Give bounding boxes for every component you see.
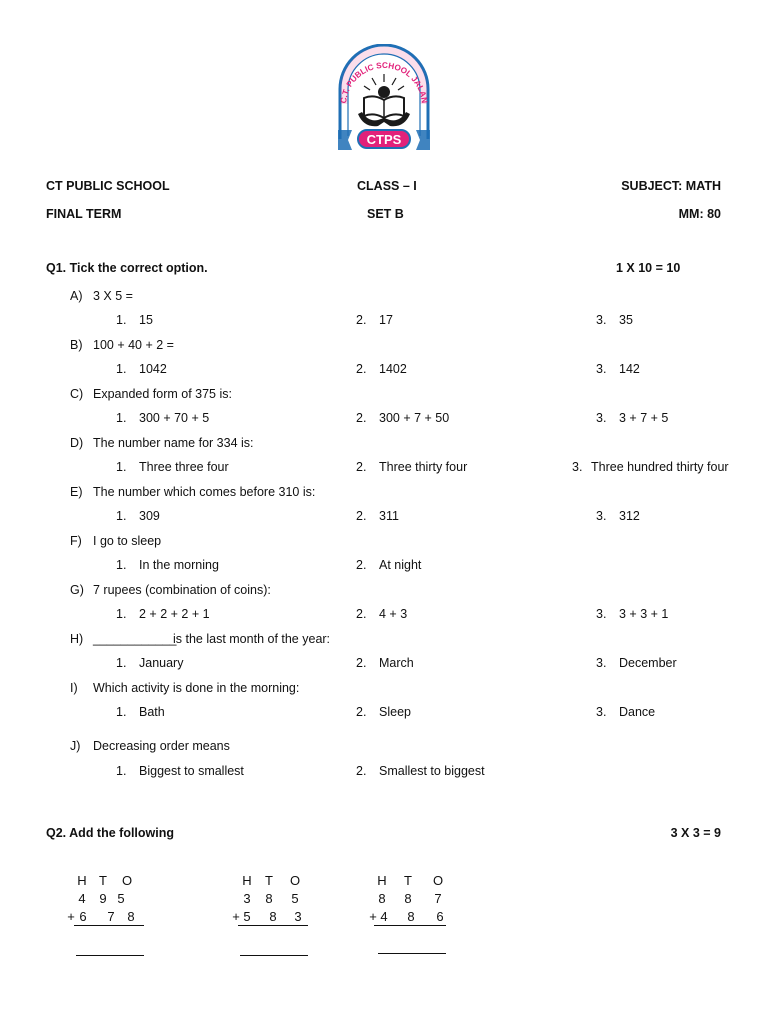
question-text: 100 + 40 + 2 = bbox=[93, 338, 174, 352]
option-text: 1042 bbox=[139, 362, 167, 376]
digit: 4 bbox=[78, 891, 86, 906]
option-number: 3. bbox=[596, 411, 607, 425]
question-letter: G) bbox=[70, 583, 84, 597]
question-letter: D) bbox=[70, 436, 84, 450]
digit: 8 bbox=[127, 909, 135, 924]
option-text: Three hundred thirty four bbox=[591, 460, 729, 474]
question-text: The number name for 334 is: bbox=[93, 436, 254, 450]
option-number: 3. bbox=[596, 509, 607, 523]
place-value-header: O bbox=[432, 873, 444, 888]
logo-arc-text: C.T. PUBLIC SCHOOL JALAN bbox=[339, 60, 429, 104]
question-text: I go to sleep bbox=[93, 534, 162, 548]
option-text: Bath bbox=[139, 705, 165, 719]
question-text: Decreasing order means bbox=[93, 739, 230, 753]
option-text: Three thirty four bbox=[379, 460, 468, 474]
digit: 6 bbox=[79, 909, 87, 924]
digit: 8 bbox=[407, 909, 415, 924]
question-text: is the last month of the year: bbox=[173, 632, 331, 646]
place-value-header: T bbox=[404, 873, 412, 888]
question-letter: F) bbox=[70, 534, 82, 548]
option-text: Smallest to biggest bbox=[379, 764, 485, 778]
option-number: 3. bbox=[596, 705, 607, 719]
question-letter: C) bbox=[70, 387, 84, 401]
place-value-header: T bbox=[99, 873, 107, 888]
question-letter: H) bbox=[70, 632, 84, 646]
option-text: December bbox=[619, 656, 677, 670]
digit: 9 bbox=[99, 891, 107, 906]
digit: 7 bbox=[434, 891, 442, 906]
digit: 8 bbox=[378, 891, 386, 906]
option-text: 300 + 7 + 50 bbox=[379, 411, 450, 425]
question-letter: I) bbox=[70, 681, 78, 695]
option-number: 2. bbox=[356, 764, 367, 778]
place-value-header: O bbox=[289, 873, 301, 888]
sum-line bbox=[74, 925, 144, 926]
option-number: 3. bbox=[596, 362, 607, 376]
option-text: 300 + 70 + 5 bbox=[139, 411, 210, 425]
q1-title: Q1. Tick the correct option. bbox=[46, 261, 208, 275]
digit: 6 bbox=[436, 909, 444, 924]
option-number: 1. bbox=[116, 656, 127, 670]
question-text: Which activity is done in the morning: bbox=[93, 681, 300, 695]
option-number: 3. bbox=[596, 656, 607, 670]
q1-marks: 1 X 10 = 10 bbox=[616, 261, 681, 275]
subject-label: SUBJECT: MATH bbox=[621, 179, 721, 193]
question-text: 3 X 5 = bbox=[93, 289, 133, 303]
option-number: 3. bbox=[596, 607, 607, 621]
option-text: 1402 bbox=[379, 362, 407, 376]
option-text: 309 bbox=[139, 509, 160, 523]
plus-sign: + bbox=[67, 909, 75, 924]
option-number: 2. bbox=[356, 313, 367, 327]
answer-line bbox=[240, 955, 308, 956]
option-number: 2. bbox=[356, 411, 367, 425]
ctps-crest-icon bbox=[334, 44, 434, 156]
question-letter: E) bbox=[70, 485, 83, 499]
option-text: At night bbox=[379, 558, 422, 572]
digit: 8 bbox=[404, 891, 412, 906]
option-number: 1. bbox=[116, 509, 127, 523]
option-number: 1. bbox=[116, 705, 127, 719]
answer-line bbox=[378, 953, 446, 954]
q2-title: Q2. Add the following bbox=[46, 826, 174, 840]
question-letter: J) bbox=[70, 739, 81, 753]
school-logo bbox=[334, 44, 434, 156]
option-text: 15 bbox=[139, 313, 153, 327]
option-number: 2. bbox=[356, 558, 367, 572]
option-text: March bbox=[379, 656, 414, 670]
option-number: 2. bbox=[356, 460, 367, 474]
question-letter: B) bbox=[70, 338, 83, 352]
option-text: 4 + 3 bbox=[379, 607, 408, 621]
option-number: 3. bbox=[596, 313, 607, 327]
max-marks-label: MM: 80 bbox=[678, 207, 721, 221]
plus-sign: + bbox=[369, 909, 377, 924]
option-number: 3. bbox=[572, 460, 583, 474]
place-value-header: H bbox=[242, 873, 252, 888]
option-number: 1. bbox=[116, 764, 127, 778]
digit: 5 bbox=[117, 891, 125, 906]
option-number: 1. bbox=[116, 362, 127, 376]
option-text: 3 + 7 + 5 bbox=[619, 411, 669, 425]
digit: 5 bbox=[291, 891, 299, 906]
digit: 3 bbox=[243, 891, 251, 906]
option-text: Dance bbox=[619, 705, 656, 719]
digit: 5 bbox=[243, 909, 251, 924]
digit: 4 bbox=[380, 909, 388, 924]
place-value-header: T bbox=[265, 873, 273, 888]
digit: 8 bbox=[265, 891, 273, 906]
option-text: 312 bbox=[619, 509, 640, 523]
logo-badge-text: CTPS bbox=[366, 132, 402, 147]
option-text: Sleep bbox=[379, 705, 411, 719]
option-text: Biggest to smallest bbox=[139, 764, 244, 778]
sum-line bbox=[374, 925, 446, 926]
option-number: 2. bbox=[356, 705, 367, 719]
option-number: 1. bbox=[116, 460, 127, 474]
answer-line bbox=[76, 955, 144, 956]
option-number: 1. bbox=[116, 411, 127, 425]
option-text: 3 + 3 + 1 bbox=[619, 607, 669, 621]
digit: 3 bbox=[294, 909, 302, 924]
option-number: 1. bbox=[116, 607, 127, 621]
option-number: 1. bbox=[116, 313, 127, 327]
plus-sign: + bbox=[232, 909, 240, 924]
option-number: 1. bbox=[116, 558, 127, 572]
option-text: In the morning bbox=[139, 558, 219, 572]
option-number: 2. bbox=[356, 362, 367, 376]
class-label: CLASS – I bbox=[357, 179, 417, 193]
sum-line bbox=[238, 925, 308, 926]
place-value-header: H bbox=[377, 873, 387, 888]
option-text: 311 bbox=[379, 509, 399, 523]
place-value-header: H bbox=[77, 873, 87, 888]
fill-in-blank: ____________ bbox=[93, 632, 177, 646]
option-text: January bbox=[139, 656, 184, 670]
set-label: SET B bbox=[367, 207, 404, 221]
option-number: 2. bbox=[356, 656, 367, 670]
digit: 7 bbox=[107, 909, 115, 924]
school-name: CT PUBLIC SCHOOL bbox=[46, 179, 170, 193]
option-text: 17 bbox=[379, 313, 393, 327]
q2-marks: 3 X 3 = 9 bbox=[670, 826, 721, 840]
question-letter: A) bbox=[70, 289, 83, 303]
option-text: 35 bbox=[619, 313, 633, 327]
term-label: FINAL TERM bbox=[46, 207, 122, 221]
digit: 8 bbox=[269, 909, 277, 924]
option-text: 142 bbox=[619, 362, 640, 376]
option-text: Three three four bbox=[139, 460, 229, 474]
place-value-header: O bbox=[121, 873, 133, 888]
option-text: 2 + 2 + 2 + 1 bbox=[139, 607, 210, 621]
question-text: Expanded form of 375 is: bbox=[93, 387, 232, 401]
question-text: The number which comes before 310 is: bbox=[93, 485, 316, 499]
option-number: 2. bbox=[356, 607, 367, 621]
question-text: 7 rupees (combination of coins): bbox=[93, 583, 271, 597]
option-number: 2. bbox=[356, 509, 367, 523]
